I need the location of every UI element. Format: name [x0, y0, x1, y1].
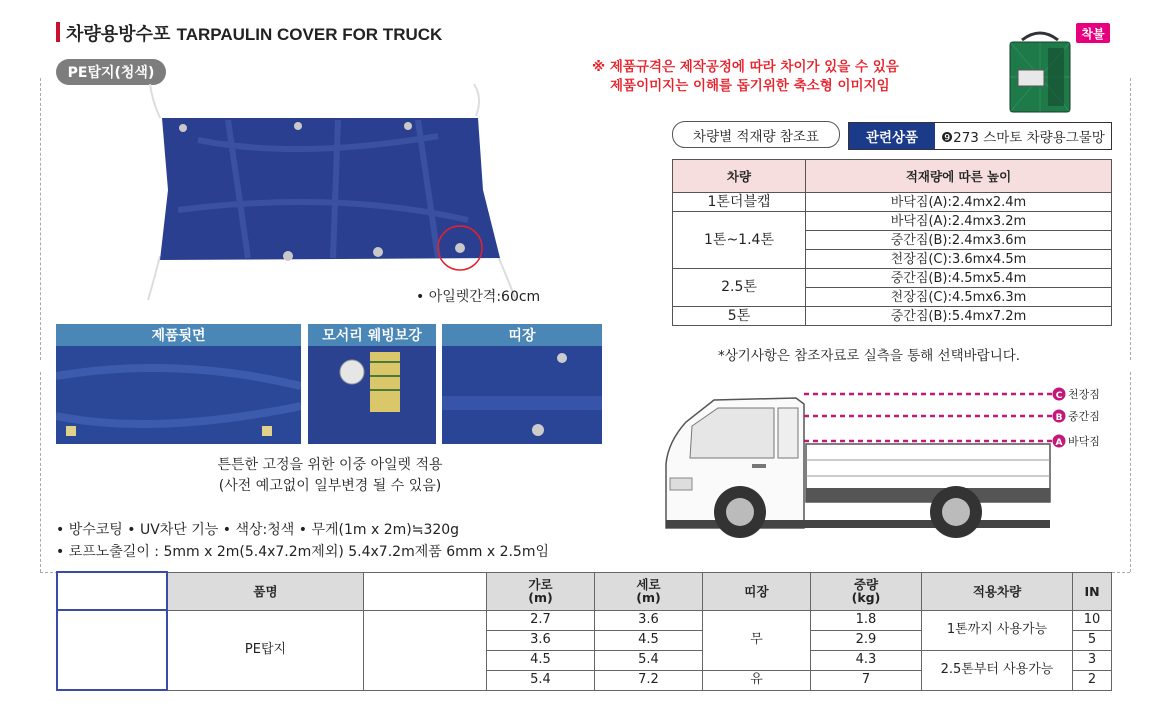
- load-table-header: 차량: [673, 160, 806, 193]
- header-length-label: 세로: [636, 577, 661, 592]
- eyelet-note: • 아일렛간격:60cm: [416, 289, 541, 305]
- vehicle-cell: 1톤까지 사용가능: [922, 610, 1073, 650]
- vehicle-cell: 5톤: [673, 307, 806, 326]
- notice-line-1: ※ 제품규격은 제작공정에 따라 차이가 있을 수 있음: [592, 59, 899, 75]
- band-cell: 유: [703, 670, 811, 690]
- product-table: [56, 571, 1112, 691]
- related-product-box: [848, 122, 1112, 150]
- header-width-unit: (m): [528, 590, 553, 605]
- length-cell: 3.6: [595, 610, 703, 630]
- product-table-header-row: [57, 572, 1112, 610]
- notice-line-2: 제품이미지는 이해를 돕기위한 축소형 이미지임: [610, 78, 890, 94]
- guide-line: [40, 78, 41, 360]
- level-letter: A: [1055, 438, 1063, 448]
- photo-back-side: [56, 324, 301, 444]
- width-cell: 2.7: [487, 610, 595, 630]
- height-cell: 중간짐(B):2.4mx3.6m: [806, 231, 1112, 250]
- image-cell: [57, 610, 167, 690]
- vehicle-cell: 2.5톤: [673, 269, 806, 307]
- in-cell: 10: [1073, 610, 1112, 630]
- header-weight: [811, 572, 922, 610]
- load-note: *상기사항은 참조자료로 실측을 통해 선택바랍니다.: [718, 348, 1021, 364]
- header-width: [487, 572, 595, 610]
- length-cell: 4.5: [595, 630, 703, 650]
- caption-line-1: 튼튼한 고정을 위한 이중 아일렛 적용: [217, 457, 443, 473]
- title-en: TARPAULIN COVER FOR TRUCK: [176, 25, 443, 44]
- caption-line-2: (사전 예고없이 일부변경 될 수 있음): [218, 478, 442, 494]
- load-reference-pill: 차량별 적재량 참조표: [672, 121, 840, 148]
- level-label: 중간짐: [1068, 410, 1100, 423]
- table-corner-cell: [57, 572, 167, 610]
- related-label: 관련상품: [849, 123, 935, 149]
- height-cell: 천장짐(C):4.5mx6.3m: [806, 288, 1112, 307]
- photo-title: 제품뒷면: [56, 324, 301, 346]
- weight-cell: 4.3: [811, 650, 922, 670]
- header-blank: [364, 572, 487, 610]
- level-letter: C: [1055, 391, 1063, 401]
- notice: [592, 58, 899, 96]
- weight-cell: 2.9: [811, 630, 922, 650]
- spec-list: [56, 519, 549, 563]
- header-name: 품명: [167, 572, 364, 610]
- photo-corner-webbing: [308, 324, 436, 444]
- height-cell: 바닥짐(A):2.4mx2.4m: [806, 193, 1112, 212]
- photo-back-image: [56, 346, 301, 444]
- in-cell: 5: [1073, 630, 1112, 650]
- photo-corner-image: [308, 346, 436, 444]
- photo-title: 모서리 웨빙보강: [308, 324, 436, 346]
- length-cell: 7.2: [595, 670, 703, 690]
- length-cell: 5.4: [595, 650, 703, 670]
- photo-band: [442, 324, 602, 444]
- weight-cell: 1.8: [811, 610, 922, 630]
- header-vehicle: 적용차량: [922, 572, 1073, 610]
- header-length-unit: (m): [636, 590, 661, 605]
- vehicle-cell: 2.5톤부터 사용가능: [922, 650, 1073, 690]
- level-label: 바닥짐: [1068, 435, 1100, 448]
- level-letter: B: [1055, 413, 1063, 423]
- photo-caption: [200, 455, 460, 497]
- package-bag-image: [1004, 30, 1076, 114]
- title-accent-bar: [56, 22, 60, 42]
- width-cell: 3.6: [487, 630, 595, 650]
- in-cell: 2: [1073, 670, 1112, 690]
- shipping-badge: 착불: [1076, 23, 1110, 43]
- guide-line: [1130, 78, 1131, 360]
- guide-line: [1130, 372, 1131, 572]
- guide-line: [40, 372, 41, 572]
- spec-line-1: • 방수코팅 • UV차단 기능 • 색상:청색 • 무게(1m x 2m)≒320g: [56, 522, 460, 538]
- spec-line-2: • 로프노출길이 : 5mm x 2m(5.4x7.2m제외) 5.4x7.2m제품 6mm x 2.5m임: [56, 544, 550, 560]
- category-pill: PE탑지(청색): [56, 59, 166, 85]
- height-cell: 중간짐(B):5.4mx7.2m: [806, 307, 1112, 326]
- load-table-header: 적재량에 따른 높이: [806, 160, 1112, 193]
- header-width-label: 가로: [528, 577, 553, 592]
- truck-illustration: [656, 378, 1116, 550]
- page-title: [66, 20, 442, 46]
- height-cell: 바닥짐(A):2.4mx3.2m: [806, 212, 1112, 231]
- vehicle-cell: 1톤더블캡: [673, 193, 806, 212]
- load-table-header-row: [673, 160, 1112, 193]
- vehicle-cell: 1톤~1.4톤: [673, 212, 806, 269]
- table-row: [673, 269, 1112, 288]
- header-in: IN: [1073, 572, 1112, 610]
- tarp-image: [138, 80, 518, 302]
- related-value: ❾273 스마토 차량용그물망: [941, 130, 1105, 146]
- width-cell: 4.5: [487, 650, 595, 670]
- title-ko: 차량용방수포: [66, 24, 171, 45]
- blank-cell: [364, 610, 487, 690]
- photo-title: 띠장: [442, 324, 602, 346]
- table-row: [673, 193, 1112, 212]
- header-band: 띠장: [703, 572, 811, 610]
- table-row: [57, 610, 1112, 630]
- level-label: 천장짐: [1068, 388, 1100, 401]
- header-length: [595, 572, 703, 610]
- table-row: [673, 307, 1112, 326]
- header-weight-unit: (kg): [851, 590, 881, 605]
- table-row: [673, 212, 1112, 231]
- width-cell: 5.4: [487, 670, 595, 690]
- photo-band-image: [442, 346, 602, 444]
- height-cell: 천장짐(C):3.6mx4.5m: [806, 250, 1112, 269]
- weight-cell: 7: [811, 670, 922, 690]
- height-cell: 중간짐(B):4.5mx5.4m: [806, 269, 1112, 288]
- band-cell: 무: [703, 610, 811, 670]
- load-table: [672, 159, 1112, 326]
- in-cell: 3: [1073, 650, 1112, 670]
- product-name-cell: PE탑지: [167, 610, 364, 690]
- header-weight-label: 중량: [853, 577, 879, 592]
